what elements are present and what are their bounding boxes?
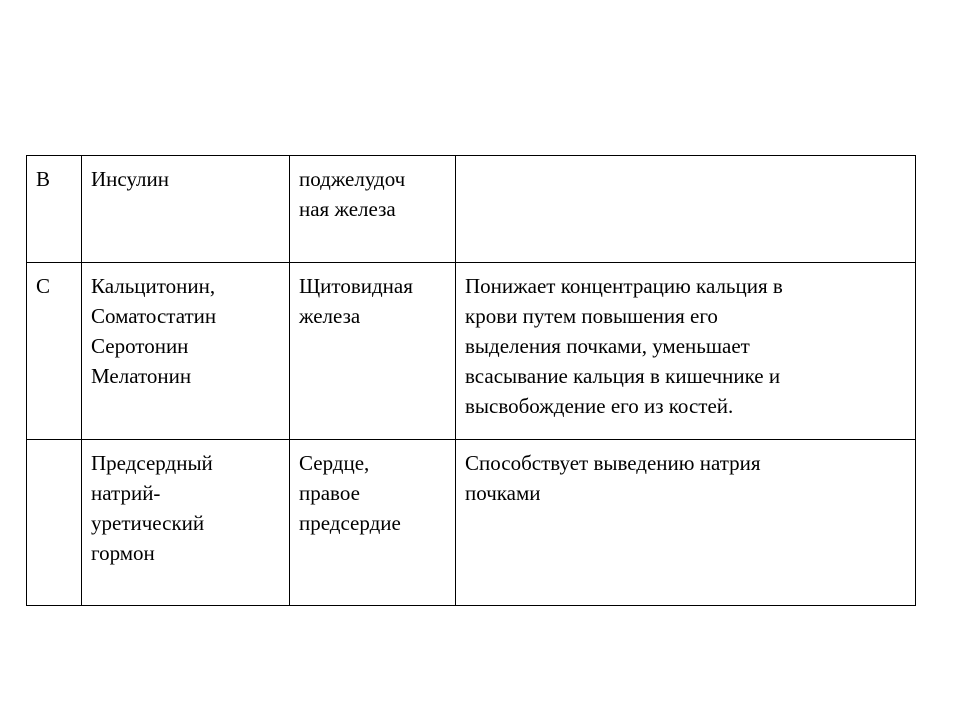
hormone-line: Мелатонин xyxy=(91,364,192,388)
function-cell xyxy=(456,263,916,440)
table-row xyxy=(27,156,916,263)
hormone-line: уретический xyxy=(91,511,205,535)
function-line: крови путем повышения его xyxy=(465,304,718,328)
hormone-table xyxy=(26,155,916,606)
function-line: Понижает концентрацию кальция в xyxy=(465,274,783,298)
hormone-cell xyxy=(82,440,290,606)
function-line: всасывание кальция в кишечнике и xyxy=(465,364,781,388)
gland-line: Щитовидная xyxy=(299,274,413,298)
function-line: выделения почками, уменьшает xyxy=(465,334,750,358)
function-cell xyxy=(456,440,916,606)
hormone-line: Кальцитонин, xyxy=(91,274,216,298)
gland-line: ная железа xyxy=(299,197,396,221)
hormone-cell xyxy=(82,156,290,263)
letter-cell xyxy=(27,156,82,263)
gland-line: предсердие xyxy=(299,511,401,535)
hormone-cell xyxy=(82,263,290,440)
letter-text: В xyxy=(36,167,51,191)
hormone-line: натрий- xyxy=(91,481,161,505)
function-line: почками xyxy=(465,481,541,505)
gland-cell xyxy=(290,440,456,606)
gland-line: правое xyxy=(299,481,360,505)
letter-cell xyxy=(27,263,82,440)
gland-cell xyxy=(290,263,456,440)
letter-text: С xyxy=(36,274,51,298)
hormone-line: Предсердный xyxy=(91,451,213,475)
gland-line: железа xyxy=(299,304,361,328)
hormone-line: Серотонин xyxy=(91,334,189,358)
hormone-line: Инсулин xyxy=(91,167,169,191)
hormone-line: гормон xyxy=(91,541,155,565)
table-row xyxy=(27,440,916,606)
gland-line: поджелудоч xyxy=(299,167,406,191)
table-row xyxy=(27,263,916,440)
letter-cell xyxy=(27,440,82,606)
hormone-line: Соматостатин xyxy=(91,304,217,328)
gland-cell xyxy=(290,156,456,263)
function-line: высвобождение его из костей. xyxy=(465,394,734,418)
function-line: Способствует выведению натрия xyxy=(465,451,761,475)
function-cell xyxy=(456,156,916,263)
gland-line: Сердце, xyxy=(299,451,370,475)
